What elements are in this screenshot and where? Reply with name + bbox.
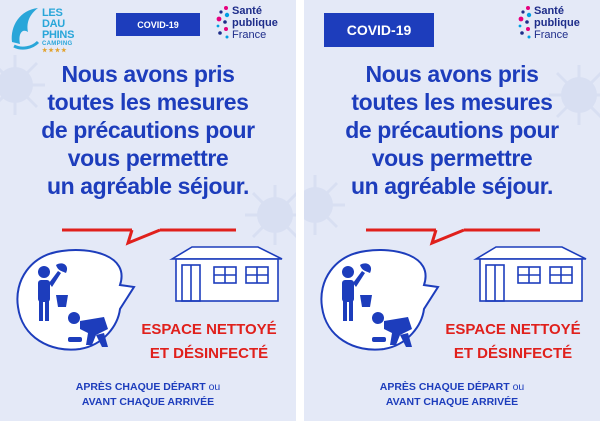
schedule-text: APRÈS CHAQUE DÉPART ou AVANT CHAQUE ARRIVÉE	[75, 381, 221, 408]
speech-bubble-circle	[321, 250, 438, 350]
sante-publique-logo	[516, 4, 596, 50]
dolphin-icon	[8, 4, 44, 52]
clean-title: ESPACE NETTOYÉ ET DÉSINFECTÉ	[445, 321, 581, 362]
sante-publique-logo	[214, 4, 294, 50]
headline: Nous avons pris toutes les mesures de précautions pour vous permettre un agréable séjour.	[345, 61, 559, 199]
sante-publique-text: Santé publique France	[232, 5, 278, 41]
clean-title: ESPACE NETTOYÉ ET DÉSINFECTÉ	[141, 321, 277, 362]
dots-logo-icon	[516, 4, 534, 44]
poster-left	[0, 0, 296, 421]
covid-badge: COVID-19	[116, 13, 200, 36]
poster-divider	[296, 0, 304, 421]
covid-badge: COVID-19	[324, 13, 434, 47]
speech-bubble-circle	[17, 250, 134, 350]
chalet-icon	[172, 247, 282, 301]
rating-stars: ★★★★	[42, 48, 68, 54]
headline: Nous avons pris toutes les mesures de précautions pour vous permettre un agréable séjour.	[41, 61, 255, 199]
chalet-icon	[476, 247, 586, 301]
camping-name: LES DAU PHINS CAMPING ★★★★	[42, 7, 75, 54]
poster-right	[304, 0, 600, 421]
sante-publique-text: Santé publique France	[534, 5, 580, 41]
schedule-text: APRÈS CHAQUE DÉPART ou AVANT CHAQUE ARRIVÉE	[379, 381, 525, 408]
dots-logo-icon	[214, 4, 232, 44]
camping-logo	[8, 4, 86, 52]
